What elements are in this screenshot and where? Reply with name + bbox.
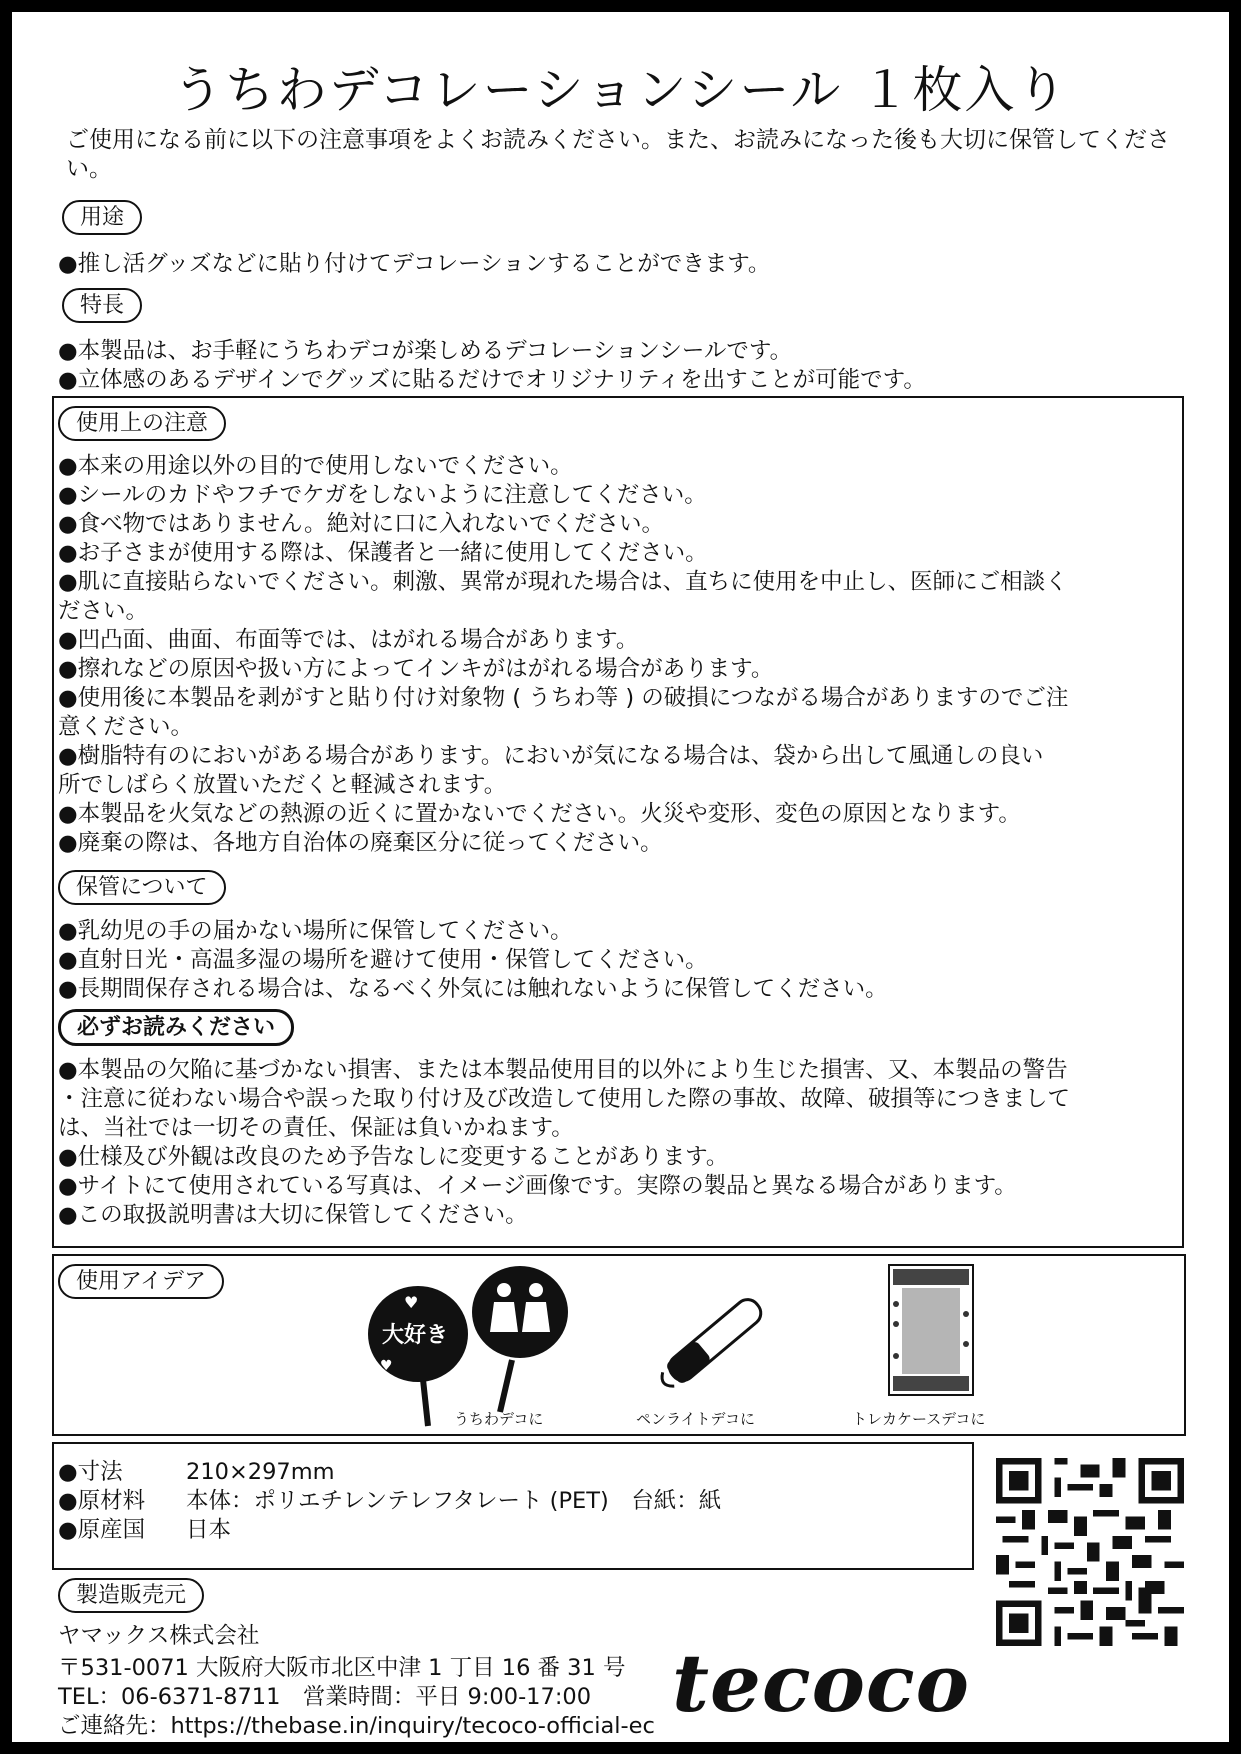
spec-origin-label: ●原産国 — [58, 1517, 146, 1543]
features-line: ●立体感のあるデザインでグッズに貼るだけでオリジナリティを出すことが可能です。 — [58, 367, 926, 393]
brand-logo: tecoco — [672, 1636, 970, 1730]
figure-icon — [490, 1302, 518, 1332]
caution-line: ●廃棄の際は、各地方自治体の廃棄区分に従ってください。 — [58, 830, 663, 856]
must-read-heading: 必ずお読みください — [58, 1009, 294, 1046]
maker-heading: 製造販売元 — [58, 1578, 204, 1613]
spec-size-value: 210×297mm — [186, 1459, 335, 1485]
caution-line: ●肌に直接貼らないでください。刺激、異常が現れた場合は、直ちに使用を中止し、医師にご相談く — [58, 569, 1068, 595]
uchiwa-illustration — [352, 1260, 592, 1430]
caution-line: 意ください。 — [58, 714, 194, 740]
caution-line: ●樹脂特有のにおいがある場合があります。においが気になる場合は、袋から出して風通しの良い — [58, 743, 1044, 769]
must-read-line: ●この取扱説明書は大切に保管してください。 — [58, 1202, 528, 1228]
spec-material-label: ●原材料 — [58, 1488, 146, 1514]
usage-heading: 用途 — [62, 200, 142, 235]
storage-line: ●長期間保存される場合は、なるべく外気には触れないように保管してください。 — [58, 976, 888, 1002]
must-read-line: ・注意に従わない場合や誤った取り付け及び改造して使用した際の事故、故障、破損等につきまして — [58, 1086, 1071, 1112]
caution-line: ●擦れなどの原因や扱い方によってインキがはがれる場合があります。 — [58, 656, 774, 682]
figure-icon — [529, 1283, 543, 1297]
idea-caption: トレカケースデコに — [852, 1410, 986, 1428]
caution-line: ●シールのカドやフチでケガをしないように注意してください。 — [58, 482, 707, 508]
must-read-line: ●仕様及び外観は改良のため予告なしに変更することがあります。 — [58, 1144, 729, 1170]
heart-icon: ♥ — [404, 1293, 419, 1312]
uchiwa-handle — [500, 1360, 512, 1412]
page-title: うちわデコレーションシール １枚入り — [172, 61, 1069, 119]
usage-line: ●推し活グッズなどに貼り付けてデコレーションすることができます。 — [58, 251, 771, 277]
instruction-sheet — [12, 12, 1229, 1742]
uchiwa-text: 大好き — [382, 1323, 449, 1348]
caution-line: 所でしばらく放置いただくと軽減されます。 — [58, 772, 507, 798]
penlight-illustration — [642, 1274, 782, 1404]
caution-line: ●使用後に本製品を剥がすと貼り付け対象物 ( うちわ等 ) の破損につながる場合がありますのでご注 — [58, 685, 1069, 711]
uchiwa-right — [472, 1266, 568, 1358]
caution-line: ●食べ物ではありません。絶対に口に入れないでください。 — [58, 511, 664, 537]
maker-address: 〒531-0071 大阪府大阪市北区中津 1 丁目 16 番 31 号 — [58, 1655, 626, 1681]
heart-icon: ♥ — [380, 1358, 393, 1374]
card-case-illustration — [888, 1264, 974, 1396]
must-read-line: ●サイトにて使用されている写真は、イメージ画像です。実際の製品と異なる場合があります。 — [58, 1173, 1017, 1199]
caution-line: ●本製品を火気などの熱源の近くに置かないでください。火災や変形、変色の原因となります。 — [58, 801, 1021, 827]
must-read-line: ●本製品の欠陥に基づかない損害、または本製品使用目的以外により生じた損害、又、本製品の警告 — [58, 1057, 1068, 1083]
intro-text: ご使用になる前に以下の注意事項をよくお読みください。また、お読みになった後も大切に保管してください。 — [66, 127, 1170, 182]
figure-icon — [497, 1283, 511, 1297]
features-line: ●本製品は、お手軽にうちわデコが楽しめるデコレーションシールです。 — [58, 338, 793, 364]
idea-caption: うちわデコに — [454, 1410, 544, 1428]
spec-material-value: 本体：ポリエチレンテレフタレート (PET) 台紙：紙 — [186, 1488, 722, 1514]
storage-line: ●直射日光・高温多湿の場所を避けて使用・保管してください。 — [58, 947, 708, 973]
idea-caption: ペンライトデコに — [636, 1410, 755, 1428]
qr-code[interactable] — [996, 1458, 1184, 1646]
caution-line: ださい。 — [58, 598, 149, 624]
maker-tel: TEL：06-6371-8711 営業時間：平日 9:00-17:00 — [58, 1684, 592, 1710]
spec-origin-value: 日本 — [186, 1517, 232, 1543]
spec-size-label: ●寸法 — [58, 1459, 123, 1485]
caution-line: ●凹凸面、曲面、布面等では、はがれる場合があります。 — [58, 627, 639, 653]
figure-icon — [522, 1302, 550, 1332]
maker-contact: ご連絡先：https://thebase.in/inquiry/tecoco-official-ec — [58, 1713, 655, 1739]
caution-line: ●お子さまが使用する際は、保護者と一緒に使用してください。 — [58, 540, 708, 566]
storage-heading: 保管について — [58, 870, 226, 905]
ideas-heading: 使用アイデア — [58, 1264, 224, 1299]
maker-company: ヤマックス株式会社 — [58, 1623, 260, 1649]
cautions-heading: 使用上の注意 — [58, 406, 226, 441]
must-read-line: は、当社では一切その責任、保証は負いかねます。 — [58, 1115, 574, 1141]
caution-line: ●本来の用途以外の目的で使用しないでください。 — [58, 453, 573, 479]
storage-line: ●乳幼児の手の届かない場所に保管してください。 — [58, 918, 573, 944]
features-heading: 特長 — [62, 288, 142, 323]
